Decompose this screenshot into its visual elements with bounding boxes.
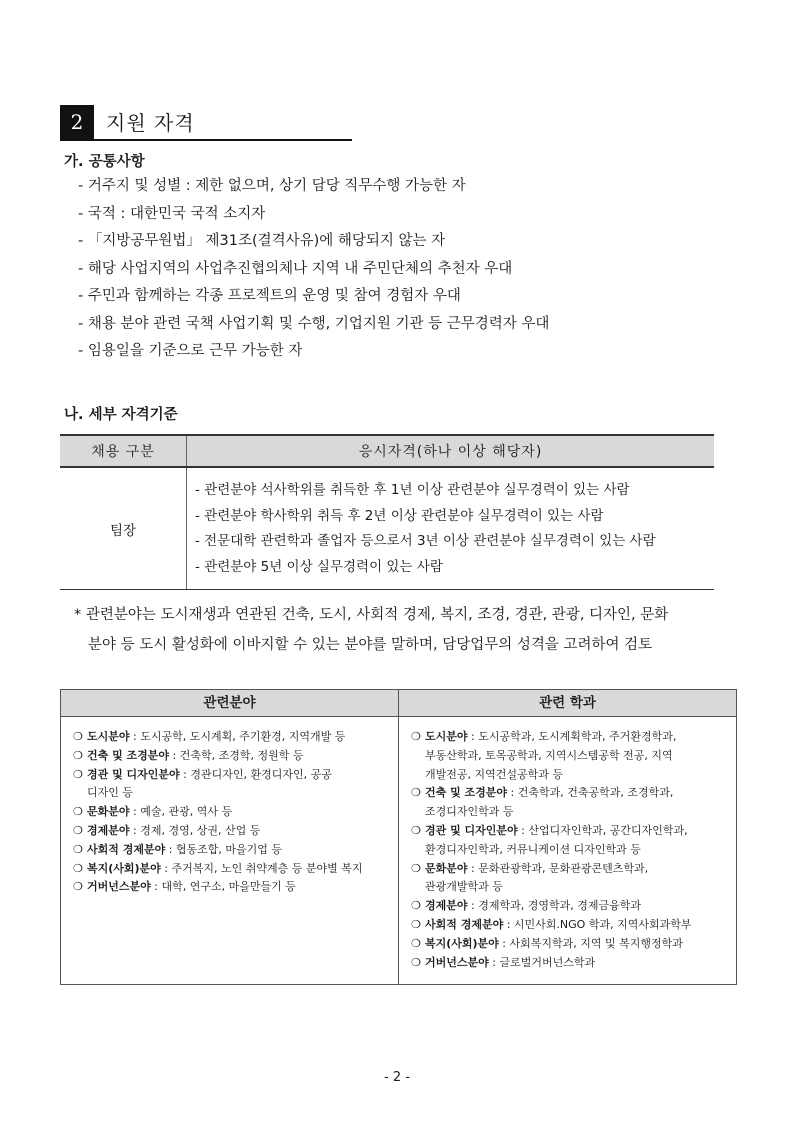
list-item <box>73 803 393 822</box>
table-header-row <box>60 435 714 467</box>
list-item: - 해당 사업지역의 사업추진협의체나 지역 내 주민단체의 추천자 우대 <box>78 260 513 277</box>
field-term: 도시분야 <box>87 730 130 743</box>
field-term: 문화분야 <box>425 861 468 875</box>
field-desc-continuation: 조경디자인학과 등 <box>425 805 514 819</box>
header-category: 채용 구분 <box>60 435 187 467</box>
qualification-item: - 관련분야 학사학위 취득 후 2년 이상 관련분야 실무경력이 있는 사람 <box>195 507 604 524</box>
fields-column <box>73 728 393 897</box>
field-term: 경관 및 디자인분야 <box>425 823 518 837</box>
common-heading: 가. 공통사항 <box>64 154 145 170</box>
list-item <box>411 935 731 954</box>
field-term: 사회적 경제분야 <box>87 842 166 856</box>
circle-bullet-icon: ❍ <box>411 899 421 913</box>
field-desc: : 도시공학, 도시계획, 주기환경, 지역개발 등 <box>129 730 346 743</box>
circle-bullet-icon: ❍ <box>73 823 83 837</box>
circle-bullet-icon: ❍ <box>73 861 83 875</box>
section-number: 2 <box>60 105 94 139</box>
field-term: 복지(사회)분야 <box>87 861 161 875</box>
circle-bullet-icon: ❍ <box>411 786 421 800</box>
header-qualification: 응시자격(하나 이상 해당자) <box>187 435 715 467</box>
field-desc: : 건축학과, 건축공학과, 조경학과, <box>507 786 674 800</box>
field-term: 문화분야 <box>87 805 130 819</box>
section-header <box>60 105 352 141</box>
circle-bullet-icon: ❍ <box>411 936 421 950</box>
departments-column <box>411 728 731 972</box>
list-item <box>73 860 393 879</box>
field-term: 거버넌스분야 <box>425 955 489 969</box>
list-item <box>411 897 731 916</box>
field-term: 건축 및 조경분야 <box>425 786 508 800</box>
field-desc: : 협동조합, 마을기업 등 <box>165 842 283 856</box>
table-row <box>60 467 714 590</box>
circle-bullet-icon: ❍ <box>411 730 421 743</box>
list-item: - 「지방공무원법」 제31조(결격사유)에 해당되지 않는 자 <box>78 233 446 249</box>
list-item <box>411 728 731 784</box>
circle-bullet-icon: ❍ <box>73 748 83 762</box>
circle-bullet-icon: ❍ <box>73 880 83 894</box>
list-item: - 채용 분야 관련 국책 사업기획 및 수행, 기업지원 기관 등 근무경력자 우대 <box>78 315 550 332</box>
category-cell: 팀장 <box>60 467 187 590</box>
qualification-table <box>60 434 714 590</box>
note-line: 분야 등 도시 활성화에 이바지할 수 있는 분야를 말하며, 담당업무의 성격을 고려하여 검토 <box>88 637 653 653</box>
page-number: - 2 - <box>384 1070 410 1085</box>
section-title: 지원 자격 <box>106 111 195 135</box>
qualification-cell <box>187 467 715 590</box>
list-item <box>411 784 731 822</box>
field-desc-continuation: 디자인 등 <box>87 786 134 800</box>
field-desc-continuation: 개발전공, 지역건설공학과 등 <box>425 767 564 781</box>
field-term: 건축 및 조경분야 <box>87 748 170 762</box>
circle-bullet-icon: ❍ <box>411 823 421 837</box>
circle-bullet-icon: ❍ <box>411 955 421 969</box>
circle-bullet-icon: ❍ <box>73 767 83 781</box>
circle-bullet-icon: ❍ <box>411 917 421 931</box>
field-desc: : 예술, 관광, 역사 등 <box>129 805 233 819</box>
list-item <box>73 747 393 766</box>
circle-bullet-icon: ❍ <box>73 730 83 743</box>
field-desc: : 시민사회.NGO 학과, 지역사회과학부 <box>503 917 692 931</box>
field-desc: : 글로벌거버넌스학과 <box>488 955 596 969</box>
qualification-item: - 전문대학 관련학과 졸업자 등으로서 3년 이상 관련분야 실무경력이 있는 사람 <box>195 533 656 549</box>
field-desc: : 건축학, 조경학, 정원학 등 <box>169 748 304 762</box>
list-item <box>73 878 393 897</box>
field-desc-continuation: 부동산학과, 토목공학과, 지역시스템공학 전공, 지역 <box>425 748 673 762</box>
list-item <box>411 860 731 898</box>
field-desc: : 경제학과, 경영학과, 경제금융학과 <box>467 899 641 913</box>
list-item <box>411 954 731 973</box>
field-desc: : 산업디자인학과, 공간디자인학과, <box>517 823 688 837</box>
list-item <box>411 916 731 935</box>
field-term: 복지(사회)분야 <box>425 936 499 950</box>
list-item: - 국적 : 대한민국 국적 소지자 <box>78 205 266 222</box>
circle-bullet-icon: ❍ <box>73 842 83 856</box>
field-desc: : 경제, 경영, 상권, 산업 등 <box>129 823 261 837</box>
list-item <box>73 822 393 841</box>
field-desc: : 사회복지학과, 지역 및 복지행정학과 <box>498 936 683 950</box>
field-desc: : 주거복지, 노인 취약계층 등 분야별 복지 <box>160 861 363 875</box>
field-term: 사회적 경제분야 <box>425 917 504 931</box>
list-item <box>73 766 393 804</box>
common-list <box>78 176 549 369</box>
list-item: - 주민과 함께하는 각종 프로젝트의 운영 및 참여 경험자 우대 <box>78 288 461 304</box>
field-term: 거버넌스분야 <box>87 880 151 894</box>
field-desc: : 경관디자인, 환경디자인, 공공 <box>179 767 332 781</box>
field-desc-continuation: 환경디자인학과, 커뮤니케이션 디자인학과 등 <box>425 842 641 856</box>
list-item: - 임용일을 기준으로 근무 가능한 자 <box>78 343 303 359</box>
fields-table <box>60 689 737 985</box>
circle-bullet-icon: ❍ <box>73 805 83 819</box>
column-divider <box>398 690 399 984</box>
field-term: 경제분야 <box>87 823 130 837</box>
field-term: 도시분야 <box>425 730 468 743</box>
detail-heading: 나. 세부 자격기준 <box>64 407 178 423</box>
header-fields: 관련분야 <box>203 695 256 711</box>
note-line: * 관련분야는 도시재생과 연관된 건축, 도시, 사회적 경제, 복지, 조경, 경관, 관광, 디자인, 문화 <box>74 607 669 623</box>
field-desc: : 대학, 연구소, 마을만들기 등 <box>150 880 296 894</box>
field-term: 경관 및 디자인분야 <box>87 767 180 781</box>
list-item <box>73 841 393 860</box>
field-term: 경제분야 <box>425 899 468 913</box>
field-desc: : 문화관광학과, 문화관광콘텐츠학과, <box>467 861 649 875</box>
note <box>74 600 724 660</box>
circle-bullet-icon: ❍ <box>411 861 421 875</box>
list-item <box>411 822 731 860</box>
list-item <box>73 728 393 747</box>
field-desc-continuation: 관광개발학과 등 <box>425 880 503 894</box>
header-departments: 관련 학과 <box>539 695 596 711</box>
qualification-item: - 관련분야 5년 이상 실무경력이 있는 사람 <box>195 558 443 575</box>
field-desc: : 도시공학과, 도시계획학과, 주거환경학과, <box>467 730 677 743</box>
qualification-item: - 관련분야 석사학위를 취득한 후 1년 이상 관련분야 실무경력이 있는 사람 <box>195 482 630 498</box>
list-item: - 거주지 및 성별 : 제한 없으며, 상기 담당 직무수행 가능한 자 <box>78 178 466 194</box>
